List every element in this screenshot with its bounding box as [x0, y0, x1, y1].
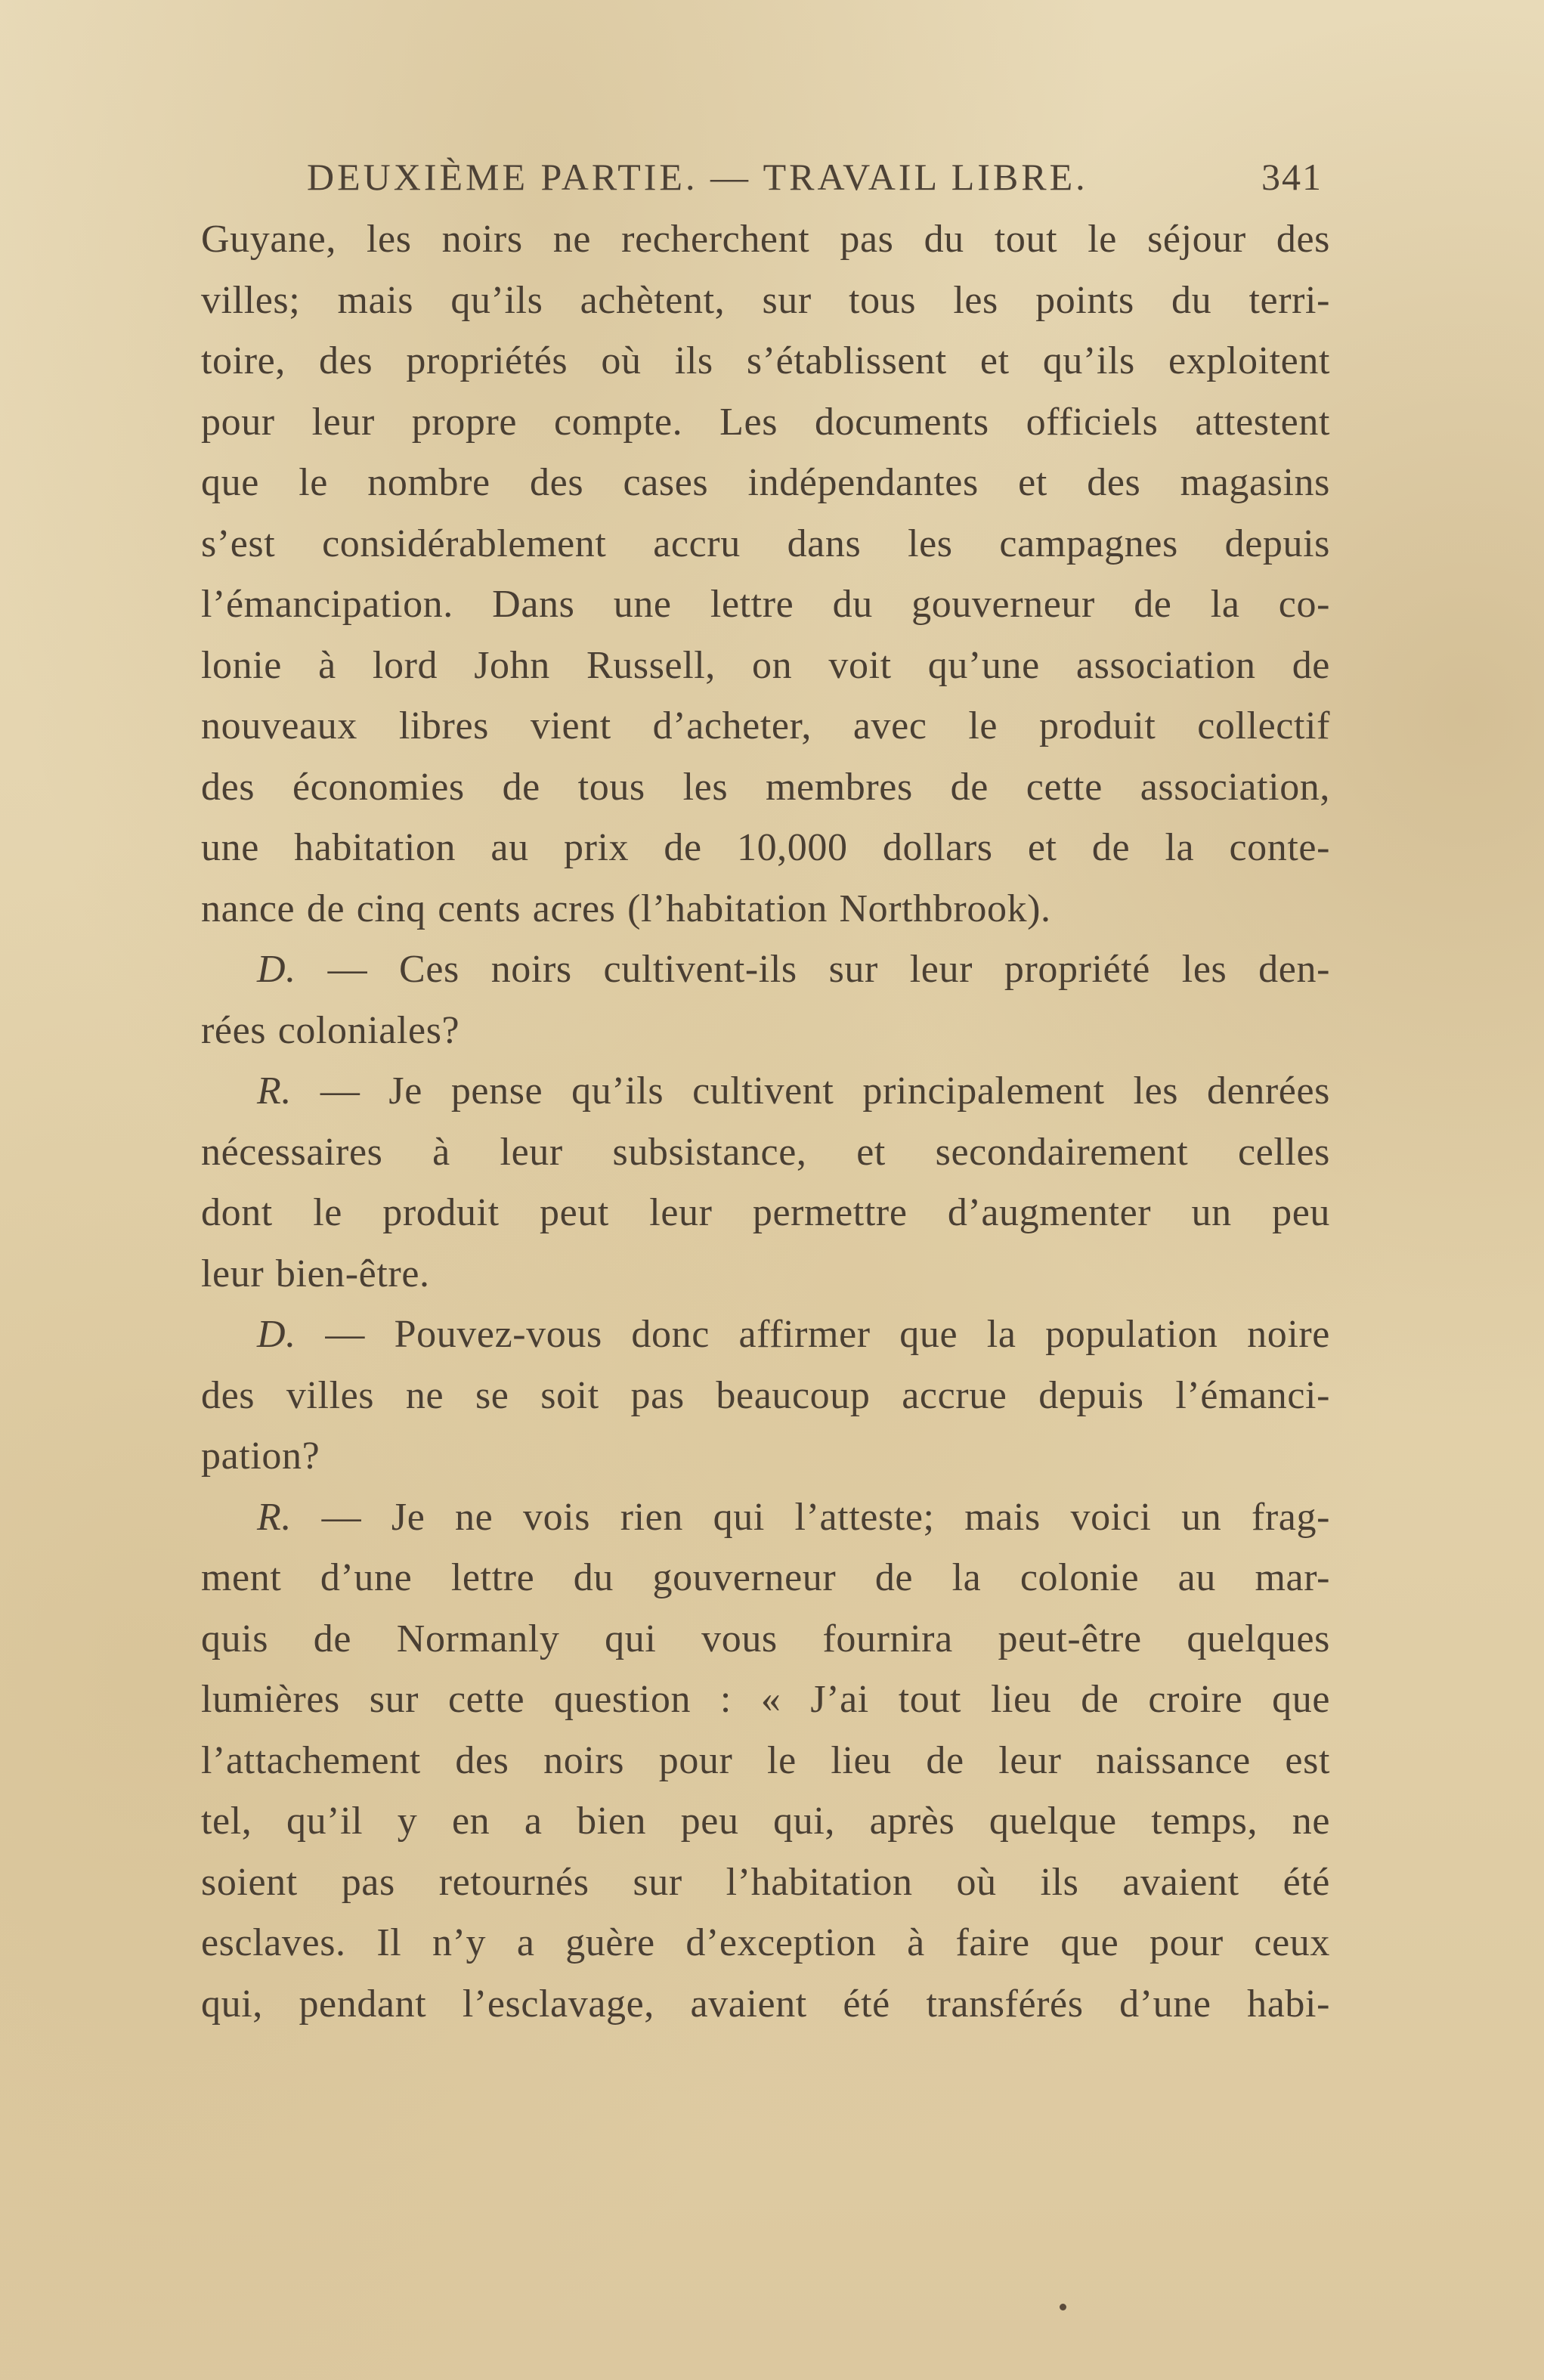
line-text: nécessaires à leur subsistance, et secondairement celles: [201, 1130, 1330, 1174]
speaker-label: D.: [257, 1313, 296, 1356]
line-text: toire, des propriétés où ils s’établissent et qu’ils exploitent: [201, 339, 1330, 382]
line-text: que le nombre des cases indépendantes et des magasins: [201, 461, 1330, 504]
line-text: soient pas retournés sur l’habitation où ils avaient été: [201, 1860, 1330, 1904]
text-line: [201, 818, 1330, 879]
running-head: [201, 155, 1330, 209]
text-line: [201, 696, 1330, 757]
text-block: [201, 155, 1330, 2035]
ink-speck: [1060, 2304, 1066, 2310]
text-line: [201, 1670, 1330, 1731]
line-text: rées coloniales?: [201, 1008, 460, 1052]
line-text: quis de Normanly qui vous fournira peut-être quelques: [201, 1617, 1330, 1660]
text-line: [201, 939, 1330, 1001]
line-text: leur bien-être.: [201, 1252, 430, 1295]
running-head-title: DEUXIÈME PARTIE. — TRAVAIL LIBRE.: [307, 156, 1088, 198]
text-line: [201, 271, 1330, 332]
text-line: [201, 514, 1330, 575]
text-line: [201, 1913, 1330, 1974]
speaker-label: R.: [257, 1069, 292, 1113]
text-line: [201, 1974, 1330, 2035]
line-text: tel, qu’il y en a bien peu qui, après quelque temps, ne: [201, 1800, 1330, 1843]
line-text: nance de cinq cents acres (l’habitation Northbrook).: [201, 887, 1051, 930]
text-line: [201, 1366, 1330, 1427]
line-text: qui, pendant l’esclavage, avaient été transférés d’une habi-: [201, 1982, 1330, 2026]
text-line: [201, 1548, 1330, 1609]
line-text: — Je ne vois rien qui l’atteste; mais voici un frag-: [321, 1495, 1330, 1539]
text-line: [201, 1852, 1330, 1914]
line-text: — Je pense qu’ils cultivent principalement les denrées: [320, 1069, 1330, 1113]
text-line: [201, 1061, 1330, 1122]
text-line: [201, 757, 1330, 819]
line-text: pour leur propre compte. Les documents officiels attestent: [201, 400, 1330, 444]
text-line: [201, 209, 1330, 271]
speaker-label: D.: [257, 948, 296, 991]
text-line: [201, 574, 1330, 636]
text-line: [201, 1122, 1330, 1184]
text-line: [201, 1426, 1330, 1487]
line-text: l’émancipation. Dans une lettre du gouverneur de la co-: [201, 583, 1330, 626]
line-text: villes; mais qu’ils achètent, sur tous les points du terri-: [201, 278, 1330, 322]
line-text: — Pouvez-vous donc affirmer que la population noire: [325, 1313, 1330, 1356]
line-text: — Ces noirs cultivent-ils sur leur propriété les den-: [327, 948, 1330, 991]
line-text: lonie à lord John Russell, on voit qu’une association de: [201, 643, 1330, 687]
text-line: [201, 879, 1330, 940]
text-line: [201, 1244, 1330, 1305]
line-text: pation?: [201, 1434, 320, 1478]
line-text: l’attachement des noirs pour le lieu de leur naissance est: [201, 1738, 1330, 1782]
text-line: [201, 453, 1330, 514]
line-text: des économies de tous les membres de cette association,: [201, 765, 1330, 809]
line-text: des villes ne se soit pas beaucoup accrue depuis l’émanci-: [201, 1373, 1330, 1417]
line-text: ment d’une lettre du gouverneur de la colonie au mar-: [201, 1556, 1330, 1599]
body-text: [201, 209, 1330, 2035]
page-number: 341: [1261, 156, 1323, 198]
text-line: [201, 1791, 1330, 1852]
text-line: [201, 392, 1330, 453]
line-text: lumières sur cette question : « J’ai tout lieu de croire que: [201, 1678, 1330, 1721]
text-line: [201, 1731, 1330, 1792]
text-line: [201, 331, 1330, 392]
line-text: nouveaux libres vient d’acheter, avec le produit collectif: [201, 704, 1330, 747]
line-text: esclaves. Il n’y a guère d’exception à faire que pour ceux: [201, 1921, 1330, 1964]
speaker-label: R.: [257, 1495, 292, 1539]
text-line: [201, 1001, 1330, 1062]
line-text: dont le produit peut leur permettre d’augmenter un peu: [201, 1191, 1330, 1234]
line-text: s’est considérablement accru dans les campagnes depuis: [201, 521, 1330, 565]
text-line: [201, 1305, 1330, 1366]
line-text: Guyane, les noirs ne recherchent pas du tout le séjour des: [201, 218, 1330, 261]
text-line: [201, 636, 1330, 697]
text-line: [201, 1487, 1330, 1549]
text-line: [201, 1183, 1330, 1244]
text-line: [201, 1609, 1330, 1670]
line-text: une habitation au prix de 10,000 dollars et de la conte-: [201, 826, 1330, 869]
